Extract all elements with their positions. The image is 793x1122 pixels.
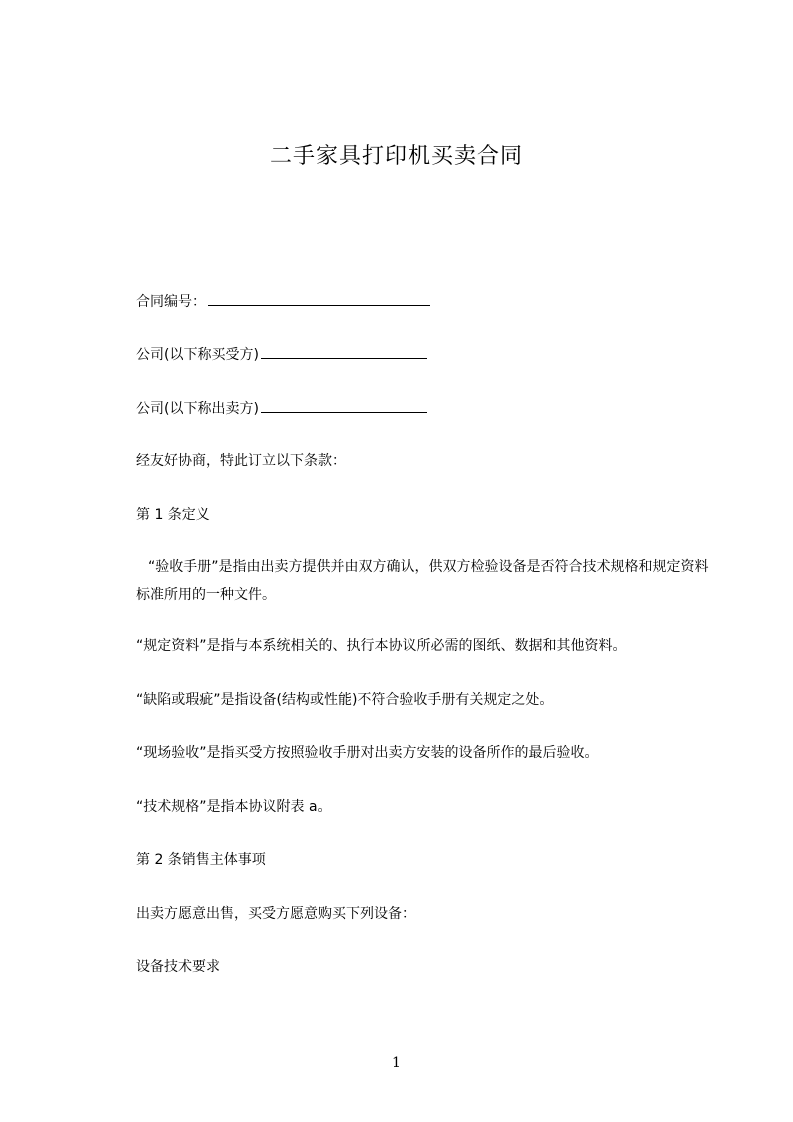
buyer-blank (261, 344, 427, 359)
seller-blank (261, 398, 427, 413)
sale-statement: 出卖方愿意出售，买受方愿意购买下列设备： (136, 906, 416, 922)
definition-technical-spec: “技术规格”是指本协议附表 a。 (136, 799, 332, 815)
definition-defects: “缺陷或瑕疵”是指设备(结构或性能)不符合验收手册有关规定之处。 (136, 692, 554, 708)
seller-label: 公司(以下称出卖方) (136, 401, 259, 417)
contract-number-blank (208, 291, 430, 306)
buyer-line (136, 344, 427, 365)
definition-acceptance-manual: “验收手册”是指由出卖方提供并由双方确认，供双方检验设备是否符合技术规格和规定资料标准所用的一种文件。 (136, 559, 709, 603)
definition-specified-materials: “规定资料”是指与本系统相关的、执行本协议所必需的图纸、数据和其他资料。 (136, 638, 627, 654)
article-2-heading: 第 2 条销售主体事项 (136, 852, 266, 868)
equipment-requirements-heading: 设备技术要求 (136, 959, 220, 975)
document-title: 二手家具打印机买卖合同 (269, 144, 523, 169)
contract-number-line (136, 291, 430, 312)
page-number: 1 (392, 1055, 401, 1071)
buyer-label: 公司(以下称买受方) (136, 347, 259, 363)
intro-text: 经友好协商，特此订立以下条款： (136, 453, 346, 469)
contract-number-label: 合同编号： (136, 294, 206, 310)
seller-line (136, 398, 427, 419)
article-1-heading: 第 1 条定义 (136, 507, 210, 523)
definition-site-acceptance: “现场验收”是指买受方按照验收手册对出卖方安装的设备所作的最后验收。 (136, 745, 599, 761)
